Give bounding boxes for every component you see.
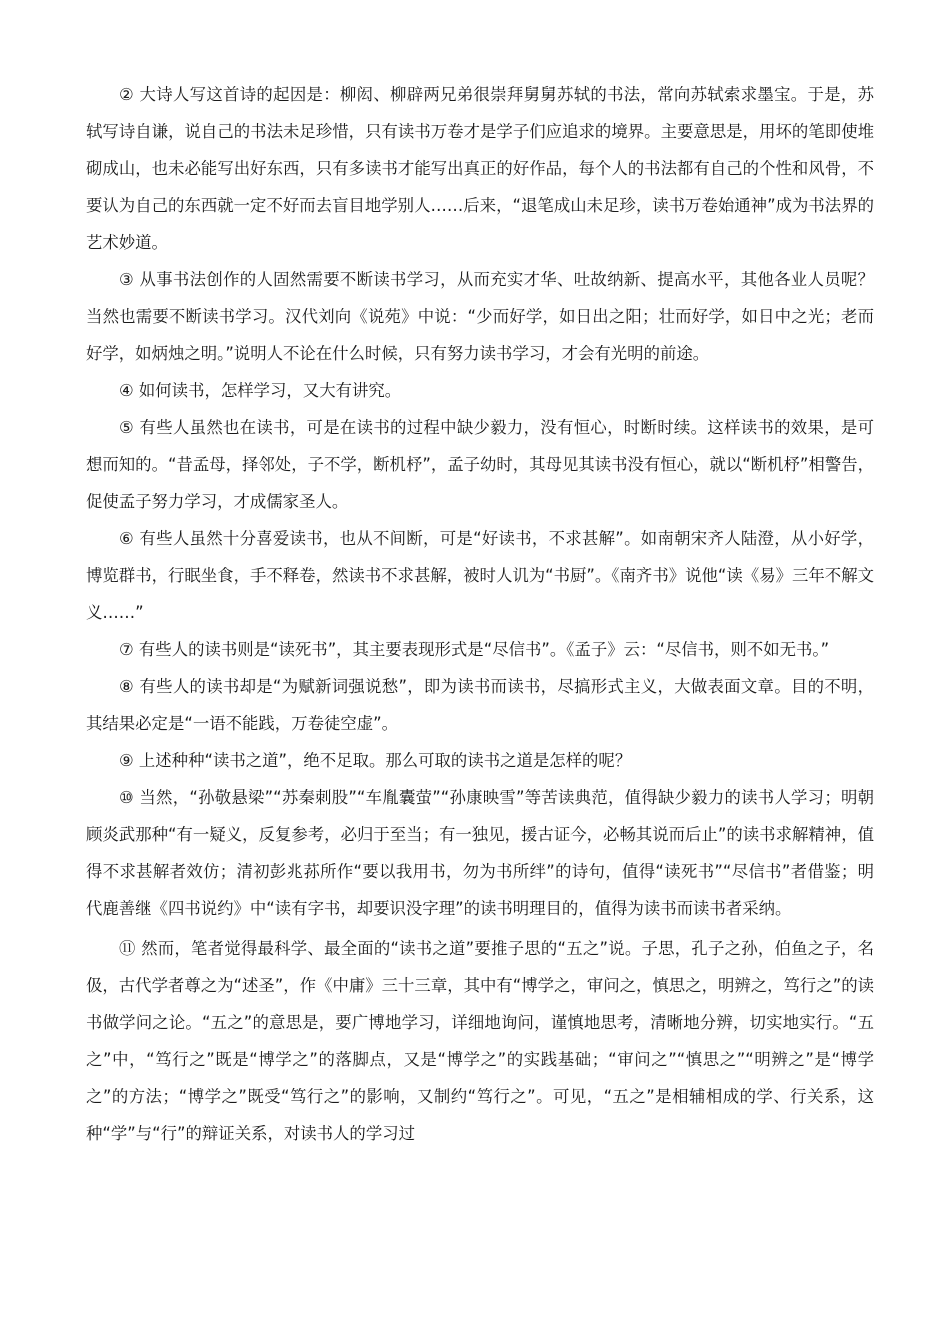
paragraph-4: ④ 如何读书，怎样学习，又大有讲究。	[119, 381, 402, 400]
paragraph-8: ⑧ 有些人的读书却是“为赋新词强说愁”，即为读书而读书，尽搞形式主义，大做表面文章。目的不明，其结果必定是“一语不能践，万卷徒空虚”。	[86, 677, 874, 733]
paragraph-10: ⑩ 当然，“孙敬悬梁”“苏秦刺股”“车胤囊萤”“孙康映雪”等苦读典范，值得缺少毅力的读书人学习；明朝顾炎武那种“有一疑义，反复参考，必归于至当；有一独见，援古证今，必畅其说而后止”的读书求解精神，值得不求甚解者效仿；清初彭兆荪所作“要以我用书，勿为书所绊”的诗句，值得“读死书”“尽信书”者借鉴；明代鹿善继《四书说约》中“读有字书，却要识没字理”的读书明理目的，值得为读书而读书者采纳。	[86, 788, 874, 918]
paragraph-6: ⑥ 有些人虽然十分喜爱读书，也从不间断，可是“好读书，不求甚解”。如南朝宋齐人陆澄，从小好学，博览群书，行眠坐食，手不释卷，然读书不求甚解，被时人讥为“书厨”。《南齐书》说他“读《易》三年不解文义……”	[86, 529, 874, 622]
paragraph-9: ⑨ 上述种种“读书之道”，绝不足取。那么可取的读书之道是怎样的呢？	[119, 751, 632, 770]
paragraph-2: ② 大诗人写这首诗的起因是：柳闳、柳辟两兄弟很崇拜舅舅苏轼的书法，常向苏轼索求墨宝。于是，苏轼写诗自谦，说自己的书法未足珍惜，只有读书万卷才是学子们应追求的境界。主要意思是，用坏的笔即使堆砌成山，也未必能写出好东西，只有多读书才能写出真正的好作品，每个人的书法都有自己的个性和风骨，不要认为自己的东西就一定不好而去盲目地学别人……后来，“退笔成山未足珍，读书万卷始通神”成为书法界的艺术妙道。	[86, 85, 874, 252]
paragraph-7: ⑦ 有些人的读书则是“读死书”，其主要表现形式是“尽信书”。《孟子》云：“尽信书，则不如无书。”	[119, 640, 830, 659]
paragraph-11: ⑪ 然而，笔者觉得最科学、最全面的“读书之道”要推子思的“五之”说。子思，孔子之孙，伯鱼之子，名伋，古代学者尊之为“述圣”，作《中庸》三十三章，其中有“博学之，审问之，慎思之，明辨之，笃行之”的读书做学问之论。“五之”的意思是，要广博地学习，详细地询问，谨慎地思考，清晰地分辨，切实地实行。“五之”中，“笃行之”既是“博学之”的落脚点，又是“博学之”的实践基础；“审问之”“慎思之”“明辨之”是“博学之”的方法；“博学之”既受“笃行之”的影响，又制约“笃行之”。可见，“五之”是相辅相成的学、行关系，这种“学”与“行”的辩证关系，对读书人的学习过	[86, 939, 874, 1143]
paragraph-3: ③ 从事书法创作的人固然需要不断读书学习，从而充实才华、吐故纳新、提高水平，其他各业人员呢？当然也需要不断读书学习。汉代刘向《说苑》中说：“少而好学，如日出之阳；壮而好学，如日中之光；老而好学，如炳烛之明。”说明人不论在什么时候，只有努力读书学习，才会有光明的前途。	[86, 270, 874, 363]
paragraph-5: ⑤ 有些人虽然也在读书，可是在读书的过程中缺少毅力，没有恒心，时断时续。这样读书的效果，是可想而知的。“昔孟母，择邻处，子不学，断机杼”，孟子幼时，其母见其读书没有恒心，就以“断机杼”相警告，促使孟子努力学习，才成儒家圣人。	[86, 418, 874, 511]
